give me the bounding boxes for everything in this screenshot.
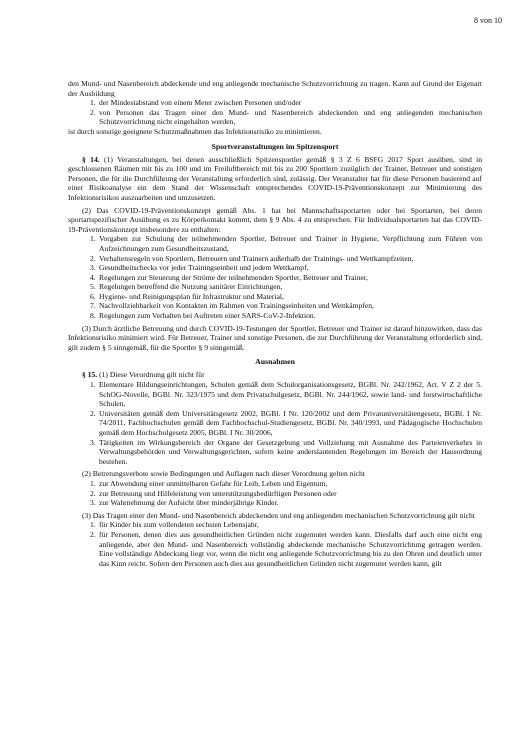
paragraph: (3) Das Tragen einer den Mund- und Nasenbereich abdeckenden und eng anliegenden mechanischen Schutzvorrichtung gilt nicht [82, 510, 475, 520]
section-label: § 14. [82, 154, 100, 164]
section-heading-spitzensport: Sportveranstaltungen im Spitzensport [211, 141, 339, 151]
intro-block [68, 79, 482, 137]
list-item: 2. Universitäten gemäß dem Universitätsgesetz 2002, BGBl. I Nr. 120/2002 und dem Privatuniversitätengesetz, BGBl. I Nr. 74/2011, Fachhochschulen gemäß dem Fachhochschul-Studiengesetz, BGBl. Nr. 340/1993, und Pädagogische Hochschulen gemäß dem Hochschulgesetz 2005, BGBl. I Nr. 30/2006, [90, 408, 482, 437]
list-item: 5. Regelungen betreffend die Nutzung sanitärer Einrichtungen, [90, 282, 283, 292]
list-item: 2. von Personen das Tragen einer den Mund- und Nasenbereich abdeckenden und eng anliegenden mechanischen Schutzvorrichtung nicht eingehalten werden, [90, 107, 482, 127]
paragraph: (2) Betretungsverbote sowie Bedingungen und Auflagen nach dieser Verordnung gelten nicht [82, 469, 365, 479]
exception-list-3 [68, 520, 482, 568]
list-item: 1. zur Abwendung einer unmittelbaren Gefahr für Leib, Leben und Eigentum, [90, 478, 328, 488]
paragraph: (2) Das COVID-19-Präventionskonzept gemäß Abs. 1 hat bei Mannschaftssportarten oder bei Sportarten, bei deren sportartspezifischer Ausübung es zu Körperkontakt kommt, dem § 9 Abs. 4 zu entsprechen. Für Individualsportarten hat das COVID-19-Präventionskonzept insbesondere zu enthalten: [68, 205, 482, 234]
list-item: 2. Verhaltensregeln von Sportlern, Betreuern und Trainern außerhalb der Trainings- und Wettkampfzeiten, [90, 253, 414, 263]
intro-list [68, 98, 482, 127]
list-item: 1. für Kinder bis zum vollendeten sechsten Lebensjahr, [90, 520, 259, 530]
list-item: 2. für Personen, denen dies aus gesundheitlichen Gründen nicht zugemutet werden kann. Diesfalls darf auch eine nicht eng anliegende, aber den Mund- und Nasenbereich vollständig abdeckende mechanische Schutzvorrichtung getragen werden. Eine vollständige Abdeckung liegt vor, wenn die nicht eng anliegende Schutzvorrichtung bis zu den Ohren und deutlich unter das Kinn reicht. Sofern den Personen auch dies aus gesundheitlichen Gründen nicht zugemutet werden kann, gilt [90, 529, 482, 568]
list-item: 8. Regelungen zum Verhalten bei Auftreten einer SARS-CoV-2-Infektion. [90, 311, 316, 321]
list-item: 2. zur Betreuung und Hilfeleistung von unterstützungsbedürftigen Personen oder [90, 488, 337, 498]
list-item: 3. Gesundheitschecks vor jeder Trainingseinheit und jedem Wettkampf, [90, 263, 309, 273]
exception-list [68, 380, 482, 466]
list-item: 1. Vorgaben zur Schulung der teilnehmenden Sportler, Betreuer und Trainer in Hygiene, Verpflichtung zum Führen von Aufzeichnungen zum Gesundheitszustand, [90, 234, 482, 253]
list-item: 1. Elementare Bildungseinrichtungen, Schulen gemäß dem Schulorganisationsgesetz, BGBl. Nr. 242/1962, Art. V Z 2 der 5. SchOG-Novelle, BGBl. Nr. 323/1975 und dem Privatschulgesetz, BGBl. Nr. 244/1962, sowie land- und forstwirtschaftliche Schulen, [90, 380, 482, 409]
paragraph: § 14. (1) Veranstaltungen, bei denen ausschließlich Spitzensportler gemäß § 3 Z 6 BSFG 2017 Sport ausüben, sind in geschlossenen Räumen mit bis zu 100 und im Freiluftbereich mit bis zu 200 Sportlern zuzüglich der Trainer, Betreuer und sonstigen Personen, die für die Durchführung der Veranstaltung erforderlich sind, zulässig. Der Veranstalter hat für diese Personen basierend auf einer Risikoanalyse ein dem Stand der Wissenschaft entsprechendes COVID-19-Präventionskonzept zur Minimierung des Infektionsrisikos auszuarbeiten und umzusetzen. [68, 154, 483, 202]
list-item: 6. Hygiene- und Reinigungsplan für Infrastruktur und Material, [90, 291, 284, 301]
page-number: 8 von 10 [474, 16, 502, 25]
intro-paragraph: den Mund- und Nasenbereich abdeckende und eng anliegende mechanische Schutzvorrichtung zu tragen. Kann auf Grund der Eigenart der Ausbildung [68, 79, 482, 98]
list-item: 1. der Mindestabstand von einem Meter zwischen Personen und/oder [90, 98, 302, 108]
concept-list [68, 234, 482, 320]
list-item: 4. Regelungen zur Steuerung der Ströme der teilnehmenden Sportler, Betreuer und Trainer, [90, 272, 368, 282]
intro-paragraph: ist durch sonstige geeignete Schutzmaßnahmen das Infektionsrisiko zu minimieren. [68, 126, 322, 136]
section-heading-ausnahmen: Ausnahmen [255, 357, 295, 367]
list-item: 3. Tätigkeiten im Wirkungsbereich der Organe der Gesetzgebung und Vollziehung mit Ausnahme des Parteienverkehrs in Verwaltungsbehörden und Verwaltungsgerichten, sofern keine anderslautenden Regelungen im Bereich der Hausordnung bestehen. [90, 437, 482, 466]
paragraph: § 15. (1) Diese Verordnung gilt nicht für [82, 370, 205, 380]
list-item: 7. Nachvollziehbarkeit von Kontakten im Rahmen von Trainingseinheiten und Wettkämpfen, [90, 301, 374, 311]
exception-list-2 [68, 479, 482, 508]
list-item: 3. zur Wahrnehmung der Aufsicht über minderjährige Kinder. [90, 498, 279, 508]
section-label: § 15. [82, 370, 98, 380]
paragraph: (3) Durch ärztliche Betreuung und durch COVID-19-Testungen der Sportler, Betreuer und Trainer ist darauf hinzuwirken, dass das Infektionsrisiko minimiert wird. Für Betreuer, Trainer und sonstige Personen, die zur Durchführung der Veranstaltung erforderlich sind, gilt zudem § 5 sinngemäß, für die Sportler § 9 sinngemäß. [68, 323, 482, 352]
